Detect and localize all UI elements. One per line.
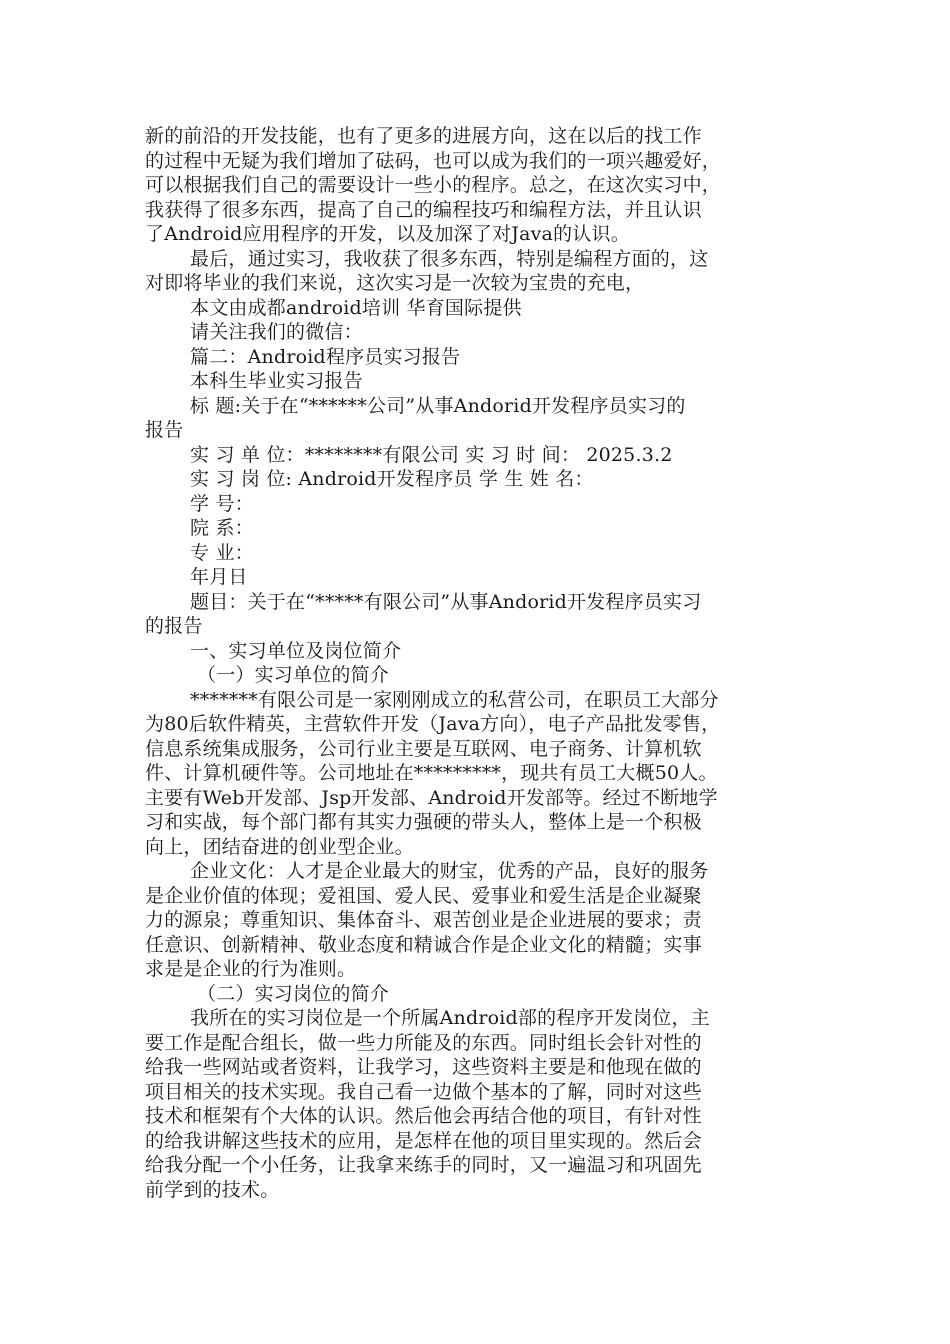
document-page (145, 124, 810, 1202)
text-line: 本文由成都android培训 华育国际提供 (190, 296, 522, 319)
section-heading: 篇二：Android程序员实习报告 (190, 345, 461, 368)
text-line: *******有限公司是一家刚刚成立的私营公司，在职员工大部分 (190, 688, 719, 711)
subsection-heading: （二）实习岗位的简介 (197, 982, 390, 1005)
text-line: 是企业价值的体现；爱祖国、爱人民、爱事业和爱生活是企业凝聚 (145, 884, 702, 907)
text-line: 习和实战，每个部门都有其实力强硬的带头人，整体上是一个积极 (145, 811, 702, 833)
report-title: 本科生毕业实习报告 (190, 370, 363, 392)
text-line: 向上，团结奋进的创业型企业。 (145, 835, 414, 858)
text-line: 新的前沿的开发技能，也有了更多的进展方向，这在以后的找工作 (145, 125, 702, 147)
text-line: 前学到的技术。 (145, 1178, 280, 1201)
text-line: 可以根据我们自己的需要设计一些小的程序。总之，在这次实习中， (145, 174, 722, 196)
text-line: 项目相关的技术实现。我自己看一边做个基本的了解，同时对这些 (145, 1080, 702, 1103)
text-line: 的给我讲解这些技术的应用，是怎样在他的项目里实现的。然后会 (145, 1129, 702, 1152)
text-line: 我获得了很多东西，提高了自己的编程技巧和编程方法，并且认识 (145, 198, 702, 221)
text-line: 最后，通过实习，我收获了很多东西，特别是编程方面的，这 (190, 247, 709, 270)
text-line: 求是是企业的行为准则。 (145, 958, 357, 980)
text-line: 要工作是配合组长，做一些力所能及的东西。同时组长会针对性的 (145, 1031, 702, 1054)
text-line: 企业文化：人才是企业最大的财宝，优秀的产品，良好的服务 (190, 860, 709, 882)
text-line: 任意识、创新精神、敬业态度和精诚合作是企业文化的精髓；实事 (145, 933, 702, 956)
text-line: 件、计算机硬件等。公司地址在*********，现共有员工大概50人。 (145, 762, 718, 784)
text-line: 的过程中无疑为我们增加了砝码，也可以成为我们的一项兴趣爱好， (145, 149, 722, 172)
text-line: 主要有Web开发部、Jsp开发部、Android开发部等。经过不断地学 (145, 786, 718, 809)
text-line: 题目：关于在“*****有限公司”从事Andorid开发程序员实习 (190, 590, 702, 613)
text-line: 对即将毕业的我们来说，这次实习是一次较为宝贵的充电， (145, 272, 645, 294)
subsection-heading: （一）实习单位的简介 (197, 664, 390, 686)
text-line: 请关注我们的微信： (190, 321, 363, 343)
text-line: 年月日 (190, 566, 248, 588)
text-line: 力的源泉；尊重知识、集体奋斗、艰苦创业是企业进展的要求；责 (145, 909, 702, 931)
text-line: 实 习 岗 位: Android开发程序员 学 生 姓 名： (190, 468, 594, 490)
text-line: 给我分配一个小任务，让我拿来练手的同时，又一遍温习和巩固先 (145, 1154, 702, 1176)
text-line: 实 习 单 位：********有限公司 实 习 时 间： 2025.3.2 (190, 443, 673, 466)
text-line: 的报告 (145, 615, 203, 637)
text-line: 学 号： (190, 492, 254, 515)
text-line: 专 业： (190, 541, 254, 564)
text-line: 院 系： (190, 517, 254, 539)
text-line: 为80后软件精英，主营软件开发（Java方向），电子产品批发零售， (145, 713, 721, 735)
text-line: 给我一些网站或者资料，让我学习，这些资料主要是和他现在做的 (145, 1056, 702, 1078)
text-line: 技术和框架有个大体的认识。然后他会再结合他的项目，有针对性 (145, 1105, 702, 1127)
section-heading: 一、实习单位及岗位简介 (190, 639, 402, 662)
text-line: 信息系统集成服务，公司行业主要是互联网、电子商务、计算机软 (145, 737, 702, 760)
text-line: 报告 (145, 419, 184, 441)
text-line: 标 题:关于在“******公司”从事Andorid开发程序员实习的 (190, 394, 686, 417)
text-line: 我所在的实习岗位是一个所属Android部的程序开发岗位，主 (190, 1007, 710, 1029)
text-line: 了Android应用程序的开发，以及加深了对Java的认识。 (145, 223, 630, 245)
